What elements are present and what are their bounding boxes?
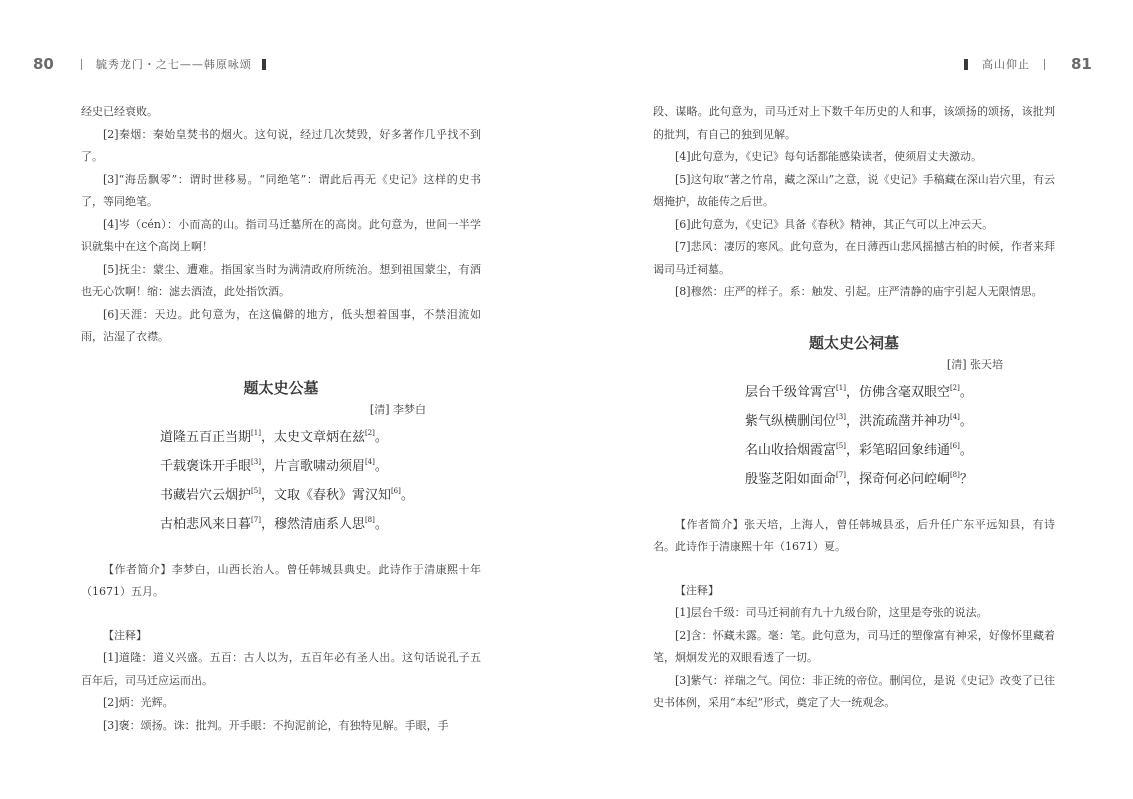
poem-line: 名山收拾烟霞富[5]，彩笔昭回象纬通[6]。 (745, 441, 973, 458)
left-header (33, 55, 266, 73)
poem-line: 书藏岩穴云烟护[5]，文取《春秋》霄汉知[6]。 (160, 486, 414, 503)
left-body (81, 101, 481, 737)
note-paragraph: [3]“海岳飘零”：谓时世移易。“同绝笔”：谓此后再无《史记》这样的史书了，等同绝笔。 (81, 172, 481, 208)
note-paragraph: [2]秦烟：秦始皇焚书的烟火。这句说，经过几次焚毁，好多著作几乎找不到了。 (81, 127, 481, 163)
poem-author: [清] 李梦白 (369, 402, 426, 416)
note-paragraph: 经史已经衰败。 (81, 105, 158, 118)
header-divider (81, 59, 82, 70)
poem-body (653, 376, 1055, 492)
poem-line: 紫气纵横删闰位[3]，洪流疏凿并神功[4]。 (745, 412, 973, 429)
note-paragraph: [5]这句取“著之竹帛，藏之深山”之意，说《史记》手稿藏在深山岩穴里，有云烟掩护，故能传之后世。 (653, 172, 1055, 208)
note-paragraph: [6]此句意为，《史记》具备《春秋》精神，其正气可以上冲云天。 (675, 217, 994, 231)
note-paragraph: [6]天涯：天边。此句意为，在这偏僻的地方，低头想着国事，不禁泪流如雨，沾湿了衣襟。 (81, 307, 481, 343)
poem-title: 题太史公祠墓 (808, 333, 899, 352)
header-marker (262, 59, 266, 70)
poem-line: 千载褒诛开手眼[3]，片言歌啸动须眉[4]。 (160, 457, 388, 474)
note-paragraph: [1]层台千级：司马迁祠前有九十九级台阶，这里是夸张的说法。 (675, 606, 988, 619)
poem-line: 层台千级耸霄宫[1]，仿佛含毫双眼空[2]。 (745, 383, 973, 400)
note-paragraph: [4]岑（cén）：小而高的山。指司马迁墓所在的高岗。此句意为，世间一半学识就集中在这个高岗上啊！ (81, 217, 481, 253)
notes-label: 【注释】 (675, 583, 719, 597)
note-paragraph: [8]穆然：庄严的样子。系：触发、引起。庄严清静的庙宇引起人无限情思。 (675, 285, 1043, 298)
left-page (0, 0, 566, 799)
right-body (653, 101, 1055, 715)
note-paragraph: [7]悲风：凄厉的寒风。此句意为，在日薄西山悲风摇撼古柏的时候，作者来拜谒司马迁祠墓。 (653, 240, 1055, 276)
page-number: 81 (1071, 55, 1092, 73)
note-paragraph: [3]褒：颂扬。诛：批判。开手眼：不拘泥前论，有独特见解。手眼，手 (103, 718, 449, 732)
poem-line: 古柏悲风来日暮[7]，穆然清庙系人思[8]。 (160, 515, 388, 532)
poem-line: 道隆五百正当期[1]，太史文章炳在兹[2]。 (160, 428, 388, 445)
notes-label: 【注释】 (103, 628, 147, 642)
right-header (964, 55, 1092, 73)
note-paragraph: [1]道隆：道义兴盛。五百：古人以为，五百年必有圣人出。这句话说孔子五百年后，司马迁应运而出。 (81, 651, 481, 687)
right-page (566, 0, 1133, 799)
note-paragraph: [2]炳：光辉。 (103, 696, 174, 709)
note-paragraph: [5]抚尘：蒙尘、遭难。指国家当时为满清政府所统治。想到祖国蒙尘，有酒也无心饮啊！缩：滤去酒渣，此处指饮酒。 (81, 262, 481, 298)
running-title: 高山仰止 (982, 58, 1030, 71)
author-intro: 【作者简介】李梦白，山西长治人。曾任韩城县典史。此诗作于清康熙十年（1671）五月。 (81, 562, 481, 598)
note-paragraph: [2]含：怀藏未露。毫：笔。此句意为，司马迁的塑像富有神采，好像怀里藏着笔，炯炯发光的双眼看透了一切。 (653, 628, 1055, 664)
poem-line: 殷鉴芝阳如面命[7]，探奇何必问崆峒[8]？ (745, 470, 973, 487)
note-paragraph: [4]此句意为，《史记》每句话都能感染读者，使须眉丈夫激动。 (675, 150, 983, 163)
poem-title: 题太史公墓 (243, 378, 319, 397)
note-paragraph: [3]紫气：祥瑞之气。闰位：非正统的帝位。删闰位，是说《史记》改变了已往史书体例，采用“本纪”形式，奠定了大一统观念。 (653, 673, 1055, 709)
poem-body (81, 421, 481, 537)
running-title: 毓秀龙门・之七——韩原咏颂 (95, 58, 252, 71)
page-number: 80 (33, 55, 54, 73)
poem-author: [清] 张天培 (946, 357, 1003, 371)
author-intro: 【作者简介】张天培，上海人，曾任韩城县丞，后升任广东平远知县，有诗名。此诗作于清康熙十年（1671）夏。 (653, 517, 1055, 553)
header-divider (1044, 59, 1045, 70)
header-marker (964, 59, 968, 70)
note-paragraph: 段、谋略。此句意为，司马迁对上下数千年历史的人和事，该颂扬的颂扬，该批判的批判，有自己的独到见解。 (653, 105, 1055, 141)
